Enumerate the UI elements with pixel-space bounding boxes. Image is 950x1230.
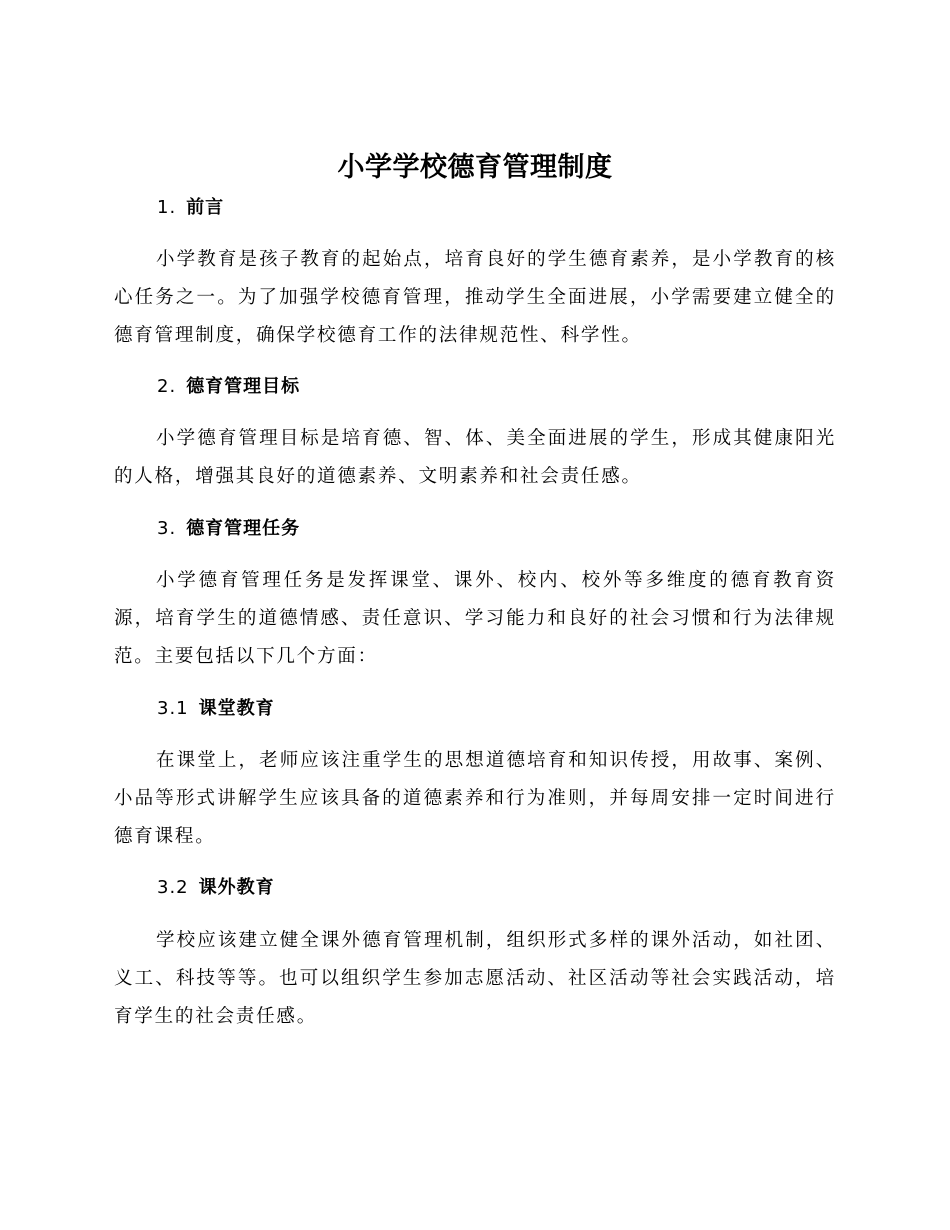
section-heading-3-2: [157, 873, 275, 903]
section-title: 课堂教育: [198, 698, 275, 719]
section-title: 前言: [186, 197, 225, 218]
section-number: 3.: [157, 518, 177, 539]
section-title: 课外教育: [198, 877, 275, 898]
document-title: 小学学校德育管理制度: [337, 152, 613, 183]
section-number: 3.2: [157, 877, 189, 898]
section-heading-2: [157, 372, 300, 402]
section-paragraph-1: 小学教育是孩子教育的起始点，培育良好的学生德育素养，是小学教育的核心任务之一。为了加强学校德育管理，推动学生全面进展，小学需要建立健全的德育管理制度，确保学校德育工作的法律规范性、科学性。: [114, 249, 836, 346]
section-heading-3-1: [157, 694, 275, 724]
section-number: 3.1: [157, 698, 189, 719]
section-title: 德育管理目标: [186, 376, 301, 397]
section-title: 德育管理任务: [186, 518, 301, 539]
section-paragraph-3: 小学德育管理任务是发挥课堂、课外、校内、校外等多维度的德育教育资源，培育学生的道德情感、责任意识、学习能力和良好的社会习惯和行为法律规范。主要包括以下几个方面：: [114, 570, 836, 667]
section-paragraph-3-1: 在课堂上，老师应该注重学生的思想道德培育和知识传授，用故事、案例、小品等形式讲解学生应该具备的道德素养和行为准则，并每周安排一定时间进行德育课程。: [114, 750, 836, 847]
section-paragraph-3-2: 学校应该建立健全课外德育管理机制，组织形式多样的课外活动，如社团、义工、科技等等。也可以组织学生参加志愿活动、社区活动等社会实践活动，培育学生的社会责任感。: [114, 930, 836, 1027]
section-number: 1.: [157, 197, 177, 218]
section-heading-3: [157, 514, 300, 544]
section-heading-1: [157, 193, 224, 223]
section-paragraph-2: 小学德育管理目标是培育德、智、体、美全面进展的学生，形成其健康阳光的人格，增强其良好的道德素养、文明素养和社会责任感。: [114, 428, 836, 487]
section-number: 2.: [157, 376, 177, 397]
